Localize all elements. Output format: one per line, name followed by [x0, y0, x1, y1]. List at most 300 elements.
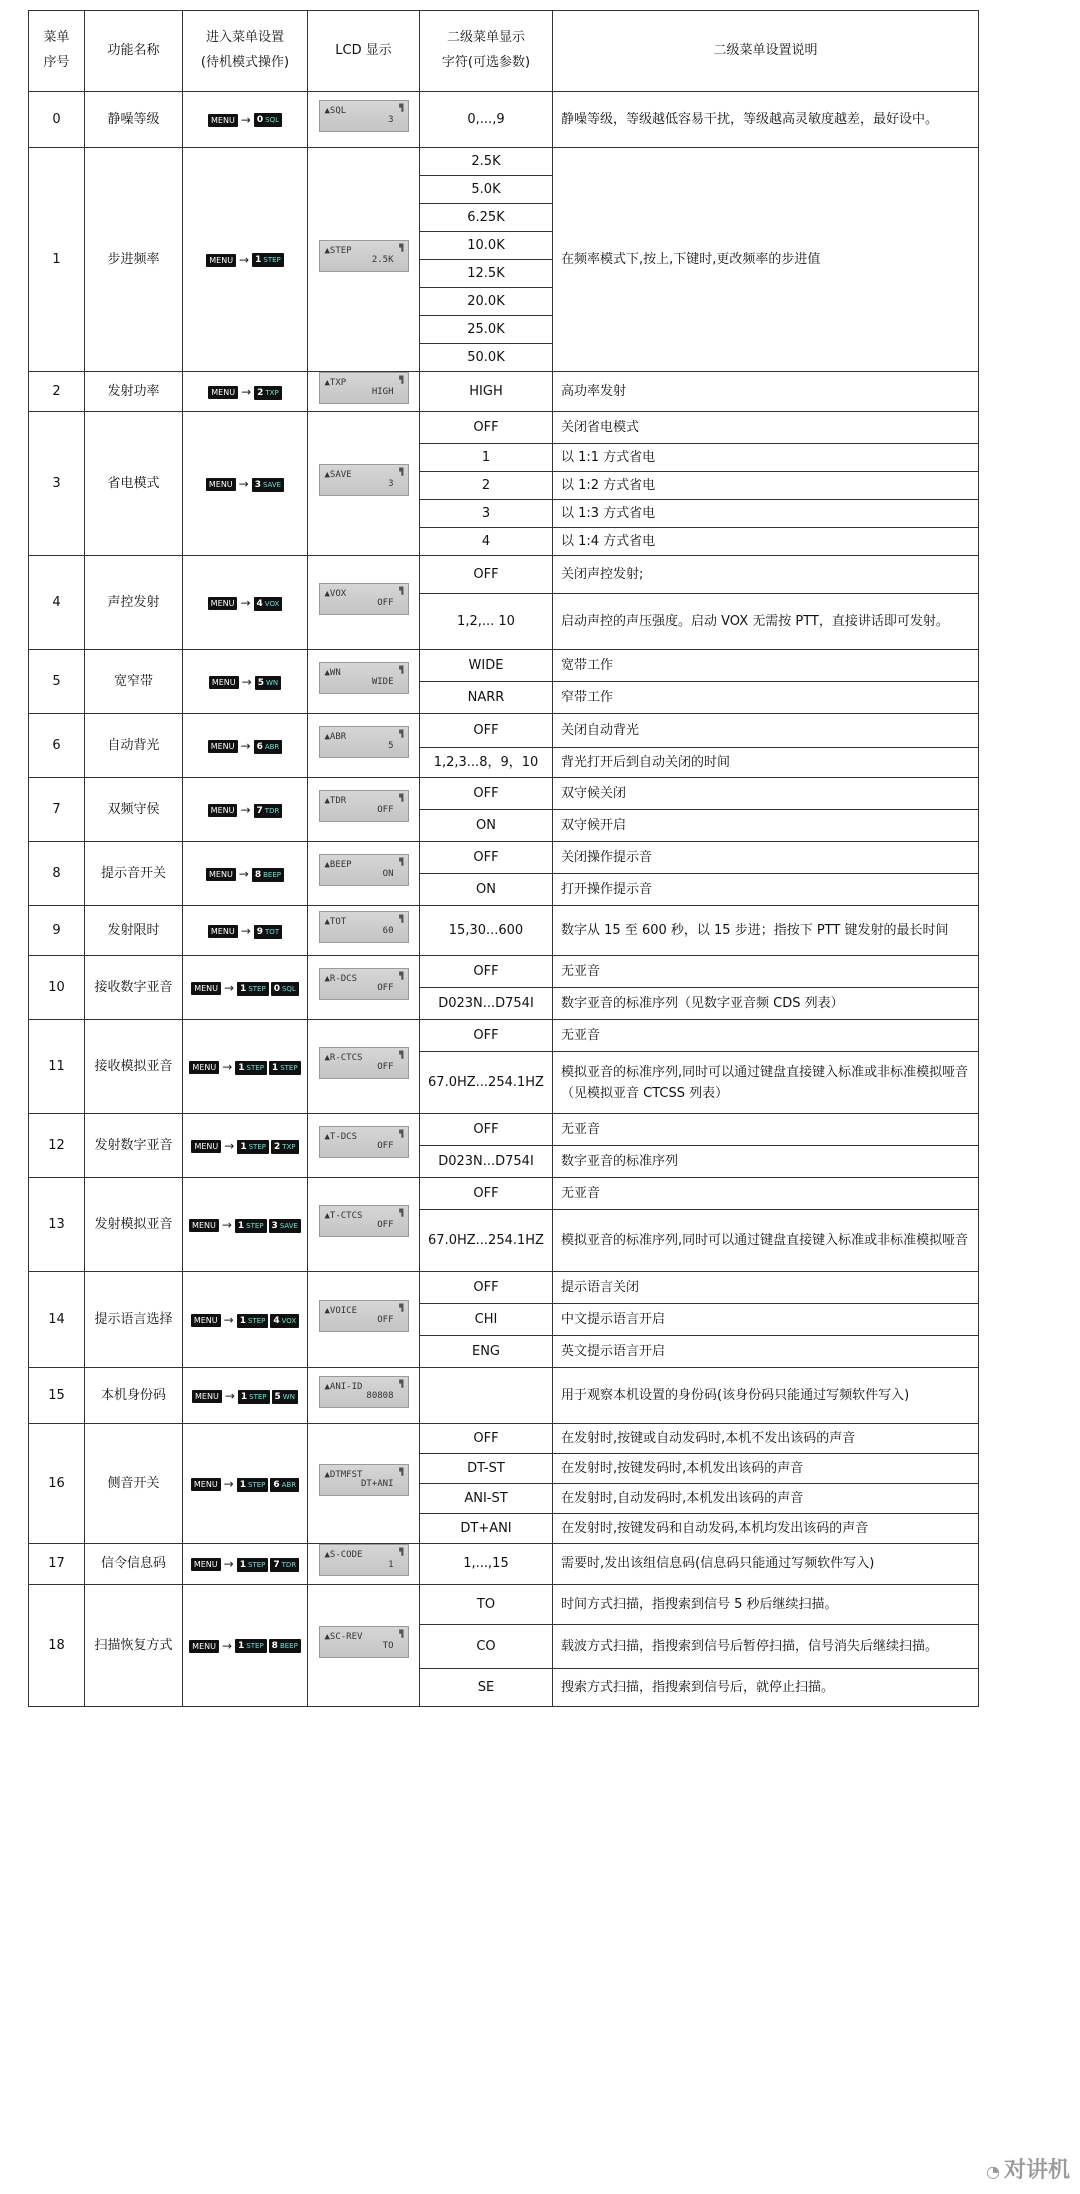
option-value: 4 [420, 528, 553, 556]
key-digit: 9 [256, 926, 264, 937]
function-key [255, 676, 281, 690]
lcd-line-1: ▲VOX [324, 589, 347, 600]
option-description: 数字亚音的标准序列 [553, 1146, 979, 1178]
option-description: 英文提示语言开启 [553, 1336, 979, 1368]
lcd-label: STEP [329, 245, 352, 256]
key-label: STEP [248, 1480, 266, 1489]
lcd-line-2: 80808 [366, 1391, 394, 1402]
option-description: 无亚音 [553, 1020, 979, 1052]
menu-number: 5 [29, 650, 85, 714]
option-value: 1,2,... 10 [420, 594, 553, 650]
table-row [29, 1424, 979, 1454]
key-sequence [208, 113, 282, 127]
lcd-display [319, 1300, 409, 1332]
lcd-display [319, 1126, 409, 1158]
lcd-label: TDR [329, 796, 347, 807]
lcd-label: R-CTCS [329, 1053, 363, 1064]
lcd-display [319, 662, 409, 694]
lcd-label: R-DCS [329, 974, 358, 985]
option-description: 双守候开启 [553, 810, 979, 842]
menu-number: 18 [29, 1584, 85, 1706]
function-key [237, 1558, 269, 1572]
function-key [252, 868, 284, 882]
option-value: SE [420, 1668, 553, 1706]
table-row [29, 1544, 979, 1584]
function-name: 自动背光 [85, 714, 183, 778]
function-key [237, 1140, 269, 1154]
option-description: 时间方式扫描，指搜索到信号 5 秒后继续扫描。 [553, 1584, 979, 1624]
menu-key: MENU [191, 1140, 221, 1153]
key-sequence-cell [183, 714, 308, 778]
lcd-signal-icon: ▜ [399, 1051, 404, 1060]
option-value: 3 [420, 500, 553, 528]
header-menu-number: 菜单 序号 [29, 11, 85, 92]
arrow-icon: → [240, 739, 251, 754]
lcd-signal-icon: ▜ [399, 1468, 404, 1477]
option-value: OFF [420, 714, 553, 748]
function-name: 双频守侯 [85, 778, 183, 842]
lcd-line-1: ▲T-CTCS [324, 1211, 363, 1222]
lcd-signal-icon: ▜ [399, 794, 404, 803]
key-label: STEP [248, 984, 266, 993]
arrow-icon: → [222, 1060, 233, 1075]
lcd-cell [308, 1584, 420, 1706]
menu-number: 16 [29, 1424, 85, 1544]
menu-key: MENU [191, 1314, 221, 1327]
key-label: SQL [281, 984, 296, 993]
lcd-cell [308, 1178, 420, 1272]
function-name: 省电模式 [85, 412, 183, 556]
option-description: 无亚音 [553, 1178, 979, 1210]
key-digit: 7 [256, 805, 263, 816]
menu-number: 10 [29, 956, 85, 1020]
function-name: 发射模拟亚音 [85, 1178, 183, 1272]
function-key [254, 113, 282, 127]
function-key [254, 386, 282, 400]
header-submenu-desc: 二级菜单设置说明 [553, 11, 979, 92]
lcd-line-1: ▲R-DCS [324, 974, 358, 985]
key-sequence [208, 925, 282, 939]
lcd-cell [308, 1544, 420, 1584]
menu-number: 2 [29, 372, 85, 412]
key-digit: 1 [239, 1559, 246, 1570]
function-key [237, 982, 269, 996]
option-value [420, 1368, 553, 1424]
key-label: VOX [281, 1316, 297, 1325]
function-key [238, 1390, 270, 1404]
table-row [29, 650, 979, 682]
lcd-display [319, 240, 409, 272]
option-description: 提示语言关闭 [553, 1272, 979, 1304]
option-description: 双守候关闭 [553, 778, 979, 810]
key-label: TOT [265, 927, 280, 936]
option-value: 25.0K [420, 316, 553, 344]
key-sequence-cell [183, 1272, 308, 1368]
lcd-line-2: 3 [388, 479, 394, 490]
option-value: 67.0HZ...254.1HZ [420, 1052, 553, 1114]
lcd-label: ABR [329, 732, 347, 743]
menu-key: MENU [192, 1390, 222, 1403]
key-digit: 7 [273, 1559, 280, 1570]
key-label: ABR [281, 1480, 297, 1489]
lcd-label: ANI-ID [329, 1382, 363, 1393]
menu-key: MENU [206, 478, 236, 491]
key-label: WN [282, 1392, 295, 1401]
key-digit: 1 [240, 1391, 248, 1402]
lcd-signal-icon: ▜ [399, 376, 404, 384]
key-sequence-cell [183, 92, 308, 148]
key-digit: 1 [271, 1062, 279, 1073]
key-label: STEP [263, 256, 281, 265]
function-key [237, 1314, 269, 1328]
lcd-signal-icon: ▜ [399, 1380, 404, 1389]
lcd-signal-icon: ▜ [399, 730, 404, 739]
key-label: VOX [264, 599, 280, 608]
lcd-line-1: ▲SC-REV [324, 1631, 363, 1642]
key-digit: 2 [257, 387, 264, 398]
key-sequence-cell [183, 650, 308, 714]
option-value: 1,2,3...8，9，10 [420, 748, 553, 778]
key-digit: 6 [256, 741, 263, 752]
table-row [29, 778, 979, 810]
lcd-signal-icon: ▜ [399, 1209, 404, 1218]
option-description: 在频率模式下,按上,下键时,更改频率的步进值 [553, 148, 979, 372]
lcd-line-1: ▲BEEP [324, 860, 352, 871]
key-sequence-cell [183, 778, 308, 842]
option-description: 静噪等级，等级越低容易干扰，等级越高灵敏度越差，最好设中。 [553, 92, 979, 148]
lcd-line-2: OFF [377, 983, 394, 994]
option-description: 数字从 15 至 600 秒，以 15 步进；指按下 PTT 键发射的最长时间 [553, 906, 979, 956]
lcd-line-2: 1 [388, 1559, 394, 1570]
lcd-line-2: 3 [388, 114, 394, 125]
lcd-cell [308, 650, 420, 714]
header-function-name: 功能名称 [85, 11, 183, 92]
lcd-cell [308, 92, 420, 148]
menu-number: 0 [29, 92, 85, 148]
option-value: 2 [420, 472, 553, 500]
option-description: 载波方式扫描，指搜索到信号后暂停扫描，信号消失后继续扫描。 [553, 1624, 979, 1668]
key-sequence [206, 253, 284, 267]
option-value: OFF [420, 412, 553, 444]
key-digit: 3 [254, 479, 261, 490]
menu-number: 1 [29, 148, 85, 372]
function-key [237, 1478, 269, 1492]
lcd-signal-icon: ▜ [399, 1130, 404, 1139]
menu-number: 3 [29, 412, 85, 556]
key-label: STEP [280, 1063, 298, 1072]
lcd-line-1: ▲WN [324, 668, 341, 679]
lcd-display [319, 790, 409, 822]
key-sequence [208, 740, 283, 754]
table-row [29, 1114, 979, 1146]
lcd-label: SC-REV [329, 1631, 363, 1642]
option-description: 搜索方式扫描，指搜索到信号后，就停止扫描。 [553, 1668, 979, 1706]
key-sequence-cell [183, 842, 308, 906]
lcd-line-2: OFF [377, 1062, 394, 1073]
lcd-cell [308, 956, 420, 1020]
key-sequence [189, 1639, 301, 1653]
key-digit: 1 [255, 255, 262, 266]
lcd-display [319, 854, 409, 886]
table-row [29, 1020, 979, 1052]
key-sequence [191, 1558, 299, 1572]
key-digit: 8 [254, 869, 262, 880]
function-name: 发射限时 [85, 906, 183, 956]
key-label: TDR [264, 806, 280, 815]
key-label: SAVE [262, 480, 282, 489]
key-sequence-cell [183, 956, 308, 1020]
lcd-cell [308, 556, 420, 650]
header-lcd-display: LCD 显示 [308, 11, 420, 92]
option-description: 需要时,发出该组信息码(信息码只能通过写频软件写入) [553, 1544, 979, 1584]
arrow-icon: → [223, 981, 235, 996]
option-description: 关闭自动背光 [553, 714, 979, 748]
key-sequence [208, 386, 281, 400]
lcd-display [319, 911, 409, 943]
option-value: ANI-ST [420, 1484, 553, 1514]
menu-key: MENU [208, 386, 238, 399]
arrow-icon: → [223, 1557, 234, 1572]
lcd-display [319, 1205, 409, 1237]
lcd-label: T-CTCS [329, 1211, 363, 1222]
lcd-display [319, 583, 409, 615]
function-key [252, 478, 284, 492]
key-digit: 0 [273, 983, 280, 994]
lcd-label: TXP [329, 378, 347, 388]
lcd-cell [308, 148, 420, 372]
lcd-signal-icon: ▜ [399, 587, 404, 596]
option-description: 模拟亚音的标准序列,同时可以通过键盘直接键入标准或非标准模拟哑音 [553, 1210, 979, 1272]
key-digit: 5 [274, 1391, 281, 1402]
option-description: 窄带工作 [553, 682, 979, 714]
lcd-line-1: ▲R-CTCS [324, 1053, 363, 1064]
lcd-label: SAVE [329, 470, 352, 481]
header-enter-menu: 进入菜单设置 (待机模式操作) [183, 11, 308, 92]
key-label: STEP [247, 1560, 266, 1569]
function-key [269, 1061, 301, 1075]
lcd-display [319, 726, 409, 758]
table-row [29, 412, 979, 444]
key-sequence-cell [183, 1114, 308, 1178]
menu-number: 14 [29, 1272, 85, 1368]
arrow-icon: → [224, 1389, 235, 1404]
option-value: OFF [420, 1178, 553, 1210]
key-label: STEP [247, 1316, 266, 1325]
option-value: OFF [420, 1020, 553, 1052]
lcd-signal-icon: ▜ [399, 858, 404, 867]
menu-settings-table [28, 10, 979, 1707]
lcd-cell [308, 372, 420, 412]
key-sequence [206, 868, 284, 882]
option-description: 无亚音 [553, 1114, 979, 1146]
key-digit: 4 [273, 1315, 280, 1326]
lcd-cell [308, 714, 420, 778]
option-value: 50.0K [420, 344, 553, 372]
lcd-label: TOT [329, 917, 347, 928]
option-description: 在发射时,按键发码和自动发码,本机均发出该码的声音 [553, 1514, 979, 1544]
key-label: STEP [246, 1642, 264, 1651]
function-key [252, 253, 284, 267]
lcd-cell [308, 842, 420, 906]
key-sequence-cell [183, 556, 308, 650]
option-description: 关闭省电模式 [553, 412, 979, 444]
function-key [269, 1219, 301, 1233]
key-digit: 4 [256, 598, 263, 609]
menu-number: 6 [29, 714, 85, 778]
lcd-cell [308, 1272, 420, 1368]
lcd-label: VOICE [329, 1306, 358, 1317]
lcd-display [319, 1376, 409, 1408]
lcd-line-1: ▲STEP [324, 245, 352, 256]
menu-key: MENU [189, 1640, 219, 1653]
option-description: 以 1:3 方式省电 [553, 500, 979, 528]
key-sequence [189, 1219, 301, 1233]
menu-key: MENU [189, 1219, 219, 1232]
key-sequence-cell [183, 412, 308, 556]
lcd-line-2: DT+ANI [360, 1479, 394, 1490]
option-value: DT-ST [420, 1454, 553, 1484]
option-value: ON [420, 810, 553, 842]
option-value: 1,...,15 [420, 1544, 553, 1584]
lcd-line-1: ▲TOT [324, 917, 347, 928]
option-value: 1 [420, 444, 553, 472]
menu-key: MENU [208, 597, 238, 610]
key-sequence [192, 1390, 298, 1404]
lcd-line-2: OFF [377, 805, 394, 816]
lcd-line-2: OFF [377, 598, 394, 609]
menu-key: MENU [206, 254, 236, 267]
key-sequence-cell [183, 372, 308, 412]
lcd-display [319, 1464, 409, 1496]
function-key [254, 804, 283, 818]
menu-number: 4 [29, 556, 85, 650]
lcd-display [319, 1047, 409, 1079]
lcd-line-1: ▲VOICE [324, 1306, 358, 1317]
option-value: TO [420, 1584, 553, 1624]
key-label: SQL [265, 116, 279, 125]
lcd-signal-icon: ▜ [399, 103, 404, 112]
key-sequence [206, 478, 284, 492]
function-name: 声控发射 [85, 556, 183, 650]
option-value: D023N...D754I [420, 988, 553, 1020]
option-value: D023N...D754I [420, 1146, 553, 1178]
lcd-line-2: OFF [377, 1141, 394, 1152]
function-key [235, 1639, 267, 1653]
menu-number: 15 [29, 1368, 85, 1424]
option-value: OFF [420, 1272, 553, 1304]
option-value: ENG [420, 1336, 553, 1368]
key-digit: 1 [239, 1479, 246, 1490]
key-sequence [189, 1061, 300, 1075]
table-header-row [29, 11, 979, 92]
option-description: 宽带工作 [553, 650, 979, 682]
lcd-cell [308, 1114, 420, 1178]
lcd-signal-icon: ▜ [399, 243, 404, 252]
key-label: STEP [246, 1063, 264, 1072]
option-description: 数字亚音的标准序列（见数字亚音频 CDS 列表） [553, 988, 979, 1020]
arrow-icon: → [240, 803, 251, 818]
key-label: ABR [264, 742, 280, 751]
lcd-cell [308, 778, 420, 842]
lcd-line-2: WIDE [371, 677, 394, 688]
option-description: 打开操作提示音 [553, 874, 979, 906]
key-label: STEP [246, 1221, 264, 1230]
lcd-display [319, 968, 409, 1000]
lcd-line-1: ▲SAVE [324, 470, 352, 481]
table-row [29, 1272, 979, 1304]
function-name: 扫描恢复方式 [85, 1584, 183, 1706]
menu-number: 13 [29, 1178, 85, 1272]
lcd-line-1: ▲TDR [324, 796, 347, 807]
lcd-signal-icon: ▜ [399, 666, 404, 675]
arrow-icon: → [239, 252, 250, 267]
table-row [29, 1368, 979, 1424]
key-digit: 1 [239, 1315, 246, 1326]
key-digit: 8 [271, 1641, 278, 1652]
menu-number: 12 [29, 1114, 85, 1178]
key-label: STEP [249, 1392, 267, 1401]
function-key [235, 1061, 267, 1075]
table-row [29, 148, 979, 176]
option-description: 无亚音 [553, 956, 979, 988]
lcd-line-1: ▲TXP [324, 378, 347, 388]
menu-key: MENU [209, 676, 239, 689]
function-key [269, 1639, 301, 1653]
function-name: 提示音开关 [85, 842, 183, 906]
option-description: 关闭声控发射; [553, 556, 979, 594]
option-description: 背光打开后到自动关闭的时间 [553, 748, 979, 778]
option-value: ON [420, 874, 553, 906]
key-label: BEEP [263, 870, 281, 879]
option-value: 20.0K [420, 288, 553, 316]
lcd-line-1: ▲S-CODE [324, 1550, 363, 1561]
option-value: 6.25K [420, 204, 553, 232]
menu-key: MENU [191, 982, 221, 995]
option-value: OFF [420, 842, 553, 874]
arrow-icon: → [238, 477, 249, 492]
table-row [29, 556, 979, 594]
option-value: CO [420, 1624, 553, 1668]
arrow-icon: → [238, 867, 249, 882]
option-value: 0,...,9 [420, 92, 553, 148]
key-digit: 3 [271, 1220, 278, 1231]
function-name: 静噪等级 [85, 92, 183, 148]
lcd-line-2: 5 [388, 741, 394, 752]
key-sequence [209, 676, 281, 690]
arrow-icon: → [221, 1638, 233, 1653]
option-description: 在发射时,按键发码时,本机发出该码的声音 [553, 1454, 979, 1484]
lcd-display [319, 100, 409, 132]
key-sequence [191, 1140, 298, 1154]
arrow-icon: → [223, 1313, 234, 1328]
lcd-line-2: OFF [377, 1220, 394, 1231]
function-name: 侧音开关 [85, 1424, 183, 1544]
function-key [270, 1314, 299, 1328]
menu-key: MENU [191, 1478, 221, 1491]
function-name: 宽窄带 [85, 650, 183, 714]
option-value: NARR [420, 682, 553, 714]
key-label: BEEP [279, 1642, 298, 1651]
arrow-icon: → [240, 112, 251, 127]
table-row [29, 1584, 979, 1624]
option-value: 10.0K [420, 232, 553, 260]
key-label: SAVE [279, 1221, 298, 1230]
lcd-line-2: OFF [377, 1315, 394, 1326]
lcd-label: VOX [329, 589, 347, 600]
lcd-display [319, 1544, 409, 1576]
key-digit: 6 [273, 1479, 280, 1490]
option-description: 关闭操作提示音 [553, 842, 979, 874]
